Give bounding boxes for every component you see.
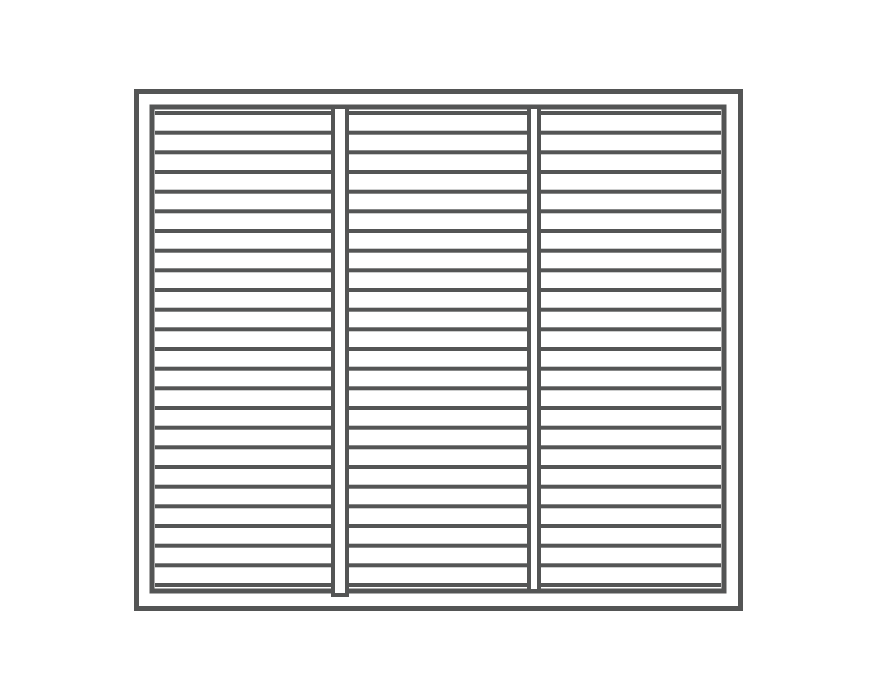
panel-3-slat [539, 111, 721, 115]
panel-2-slat [347, 268, 529, 272]
panel-2-slat [347, 150, 529, 154]
panel-1-slat [155, 327, 333, 331]
panel-2-slat [347, 229, 529, 233]
panel-2-slat [347, 209, 529, 213]
panel-3-slat [539, 347, 721, 351]
panel-1-slat [155, 249, 333, 253]
panel-1-slat [155, 367, 333, 371]
panel-3-slat [539, 406, 721, 410]
panel-1-slat [155, 347, 333, 351]
panel-1-slat [155, 190, 333, 194]
panel-2-slat [347, 445, 529, 449]
panel-3-slat [539, 150, 721, 154]
panel-3-slat [539, 249, 721, 253]
panel-2-slat [347, 544, 529, 548]
panel-1-slat [155, 465, 333, 469]
panel-divider-right [529, 107, 539, 591]
panel-3-slat [539, 544, 721, 548]
panel-1-slat [155, 386, 333, 390]
panel-3-slat [539, 308, 721, 312]
panel-2-slat [347, 524, 529, 528]
panel-2-slat [347, 111, 529, 115]
panel-2-slat [347, 131, 529, 135]
panel-1-slat [155, 406, 333, 410]
panel-2-slat [347, 583, 529, 587]
panel-2-slat [347, 563, 529, 567]
panel-3-slat [539, 229, 721, 233]
panel-2-slat [347, 426, 529, 430]
panel-3-slat [539, 445, 721, 449]
panel-3-slat [539, 367, 721, 371]
panel-1-slat [155, 445, 333, 449]
panel-3-slat [539, 485, 721, 489]
panel-3-slat [539, 190, 721, 194]
panel-1-slat [155, 308, 333, 312]
panel-3-slat [539, 209, 721, 213]
panel-1-slat [155, 111, 333, 115]
panel-1-slat [155, 583, 333, 587]
panel-3-slat [539, 563, 721, 567]
panel-3-slat [539, 131, 721, 135]
panel-1-slat [155, 485, 333, 489]
panel-1-slat [155, 229, 333, 233]
panel-2-slat [347, 249, 529, 253]
panel-2-slat [347, 367, 529, 371]
panel-3-slat [539, 386, 721, 390]
panel-1-slat [155, 426, 333, 430]
panel-1-slat [155, 524, 333, 528]
panel-2-slat [347, 170, 529, 174]
panel-1-slat [155, 544, 333, 548]
panel-2-slat [347, 485, 529, 489]
panel-2-slat [347, 465, 529, 469]
panel-1-slat [155, 504, 333, 508]
panel-3-slat [539, 327, 721, 331]
panel-1-slat [155, 288, 333, 292]
panel-3-slat [539, 426, 721, 430]
panel-1-slat [155, 268, 333, 272]
panel-1-slat [155, 170, 333, 174]
panel-2-slat [347, 190, 529, 194]
panel-3-slat [539, 504, 721, 508]
panel-3-slat [539, 170, 721, 174]
panel-3-slat [539, 465, 721, 469]
panel-2-slat [347, 288, 529, 292]
panel-1-slat [155, 150, 333, 154]
panel-1-slat [155, 131, 333, 135]
panel-1-slat [155, 563, 333, 567]
panel-2-slat [347, 386, 529, 390]
panel-2-slat [347, 347, 529, 351]
panel-2-slat [347, 504, 529, 508]
panel-3-slat [539, 524, 721, 528]
panel-divider-left [333, 107, 347, 595]
panel-3-slat [539, 288, 721, 292]
panel-2-slat [347, 308, 529, 312]
panel-1-slat [155, 209, 333, 213]
panel-3-slat [539, 268, 721, 272]
panel-2-slat [347, 327, 529, 331]
panel-2-slat [347, 406, 529, 410]
panel-3-slat [539, 583, 721, 587]
